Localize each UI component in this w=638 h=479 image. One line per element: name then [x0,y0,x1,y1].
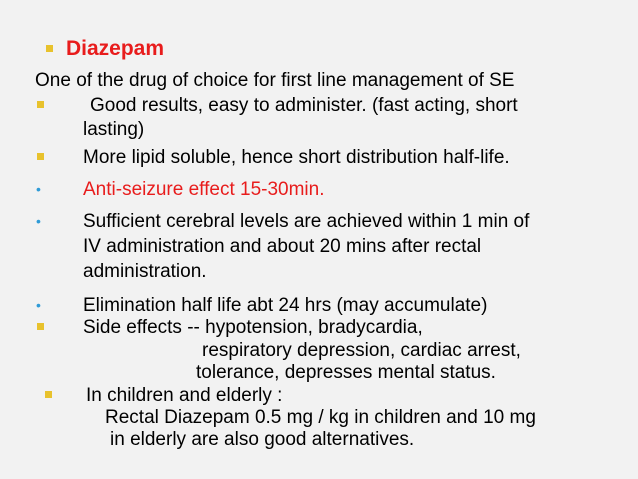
bullet-5: Elimination half life abt 24 hrs (may accumulate) [83,295,488,316]
square-bullet-icon [37,101,44,108]
bullet-4-line-2: IV administration and about 20 mins after rectal [83,236,482,257]
dot-bullet-icon: • [36,297,41,313]
bullet-7-line-2: Rectal Diazepam 0.5 mg / kg in children and 10 mg [105,407,536,428]
bullet-6-line-2: respiratory depression, cardiac arrest, [202,340,521,361]
bullet-7-line-3: in elderly are also good alternatives. [110,429,415,450]
bullet-7-line-1: In children and elderly : [86,385,283,406]
bullet-1-line-1: Good results, easy to administer. (fast acting, short [90,95,518,116]
square-bullet-icon [46,45,53,52]
dot-bullet-icon: • [36,213,41,229]
square-bullet-icon [37,323,44,330]
square-bullet-icon [37,153,44,160]
bullet-4-line-1: Sufficient cerebral levels are achieved within 1 min of [83,211,530,232]
dot-bullet-icon: • [36,181,41,197]
bullet-3: Anti-seizure effect 15-30min. [83,179,325,200]
bullet-1-line-2: lasting) [83,119,145,140]
intro-line: One of the drug of choice for first line management of SE [35,70,515,91]
slide-title: Diazepam [66,37,165,60]
bullet-6-line-1: Side effects -- hypotension, bradycardia, [83,317,423,338]
bullet-2: More lipid soluble, hence short distribution half-life. [83,147,510,168]
square-bullet-icon [45,391,52,398]
bullet-6-line-3: tolerance, depresses mental status. [196,362,496,383]
bullet-4-line-3: administration. [83,261,207,282]
